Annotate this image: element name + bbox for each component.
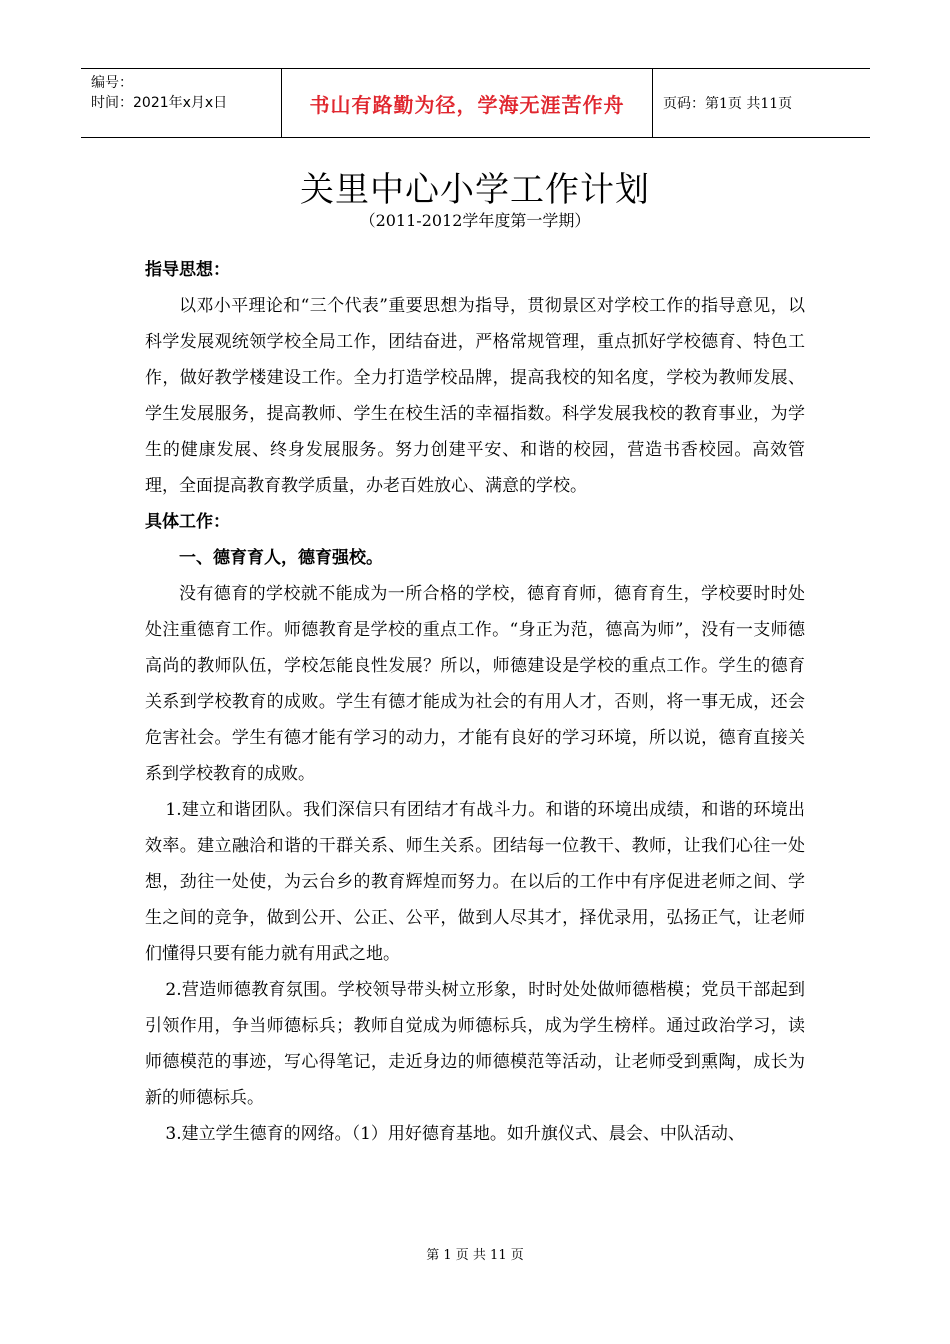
header-meta xyxy=(81,69,281,137)
header-page-cell xyxy=(653,69,870,137)
section1-heading: 一、德育育人，德育强校。 xyxy=(179,548,383,568)
document-body xyxy=(145,252,805,1152)
item-2-paragraph: 2.营造师德教育氛围。学校领导带头树立形象，时时处处做师德楷模；党员干部起到引领作用，争当师德标兵；教师自觉成为师德标兵，成为学生榜样。通过政治学习，读师德模范的事迹，写心得笔记，走近身边的师德模范等活动，让老师受到熏陶，成长为新的师德标兵。 xyxy=(145,980,805,1108)
page-title: 关里中心小学工作计划 xyxy=(300,170,650,210)
number-label: 编号： xyxy=(91,75,133,91)
header-motto-cell xyxy=(281,69,653,137)
document-header xyxy=(81,68,870,138)
time-label: 时间：2021年x月x日 xyxy=(91,95,228,111)
page-info: 页码：第1页 共11页 xyxy=(663,96,793,112)
work-heading: 具体工作： xyxy=(145,512,230,532)
section1-paragraph: 没有德育的学校就不能成为一所合格的学校，德育育师，德育育生，学校要时时处处注重德育工作。师德教育是学校的重点工作。“身正为范，德高为师”，没有一支师德高尚的教师队伍，学校怎能良性发展？所以，师德建设是学校的重点工作。学生的德育关系到学校教育的成败。学生有德才能成为社会的有用人才，否则，将一事无成，还会危害社会。学生有德才能有学习的动力，才能有良好的学习环境，所以说，德育直接关系到学校教育的成败。 xyxy=(145,584,805,784)
page-footer: 第 1 页 共 11 页 xyxy=(426,1248,524,1263)
guiding-paragraph: 以邓小平理论和“三个代表”重要思想为指导，贯彻景区对学校工作的指导意见，以科学发展观统领学校全局工作，团结奋进，严格常规管理，重点抓好学校德育、特色工作，做好教学楼建设工作。全力打造学校品牌，提高我校的知名度，学校为教师发展、学生发展服务，提高教师、学生在校生活的幸福指数。科学发展我校的教育事业，为学生的健康发展、终身发展服务。努力创建平安、和谐的校园，营造书香校园。高效管理，全面提高教育教学质量，办老百姓放心、满意的学校。 xyxy=(145,296,805,496)
guiding-heading: 指导思想： xyxy=(145,260,230,280)
motto: 书山有路勤为径，学海无涯苦作舟 xyxy=(309,92,625,117)
item-1-paragraph: 1.建立和谐团队。我们深信只有团结才有战斗力。和谐的环境出成绩，和谐的环境出效率。建立融洽和谐的干群关系、师生关系。团结每一位教干、教师，让我们心往一处想，劲往一处使，为云台乡的教育辉煌而努力。在以后的工作中有序促进老师之间、学生之间的竞争，做到公开、公正、公平，做到人尽其才，择优录用，弘扬正气，让老师们懂得只要有能力就有用武之地。 xyxy=(145,800,805,964)
item-3-paragraph: 3.建立学生德育的网络。（1）用好德育基地。如升旗仪式、晨会、中队活动、 xyxy=(165,1124,745,1144)
page-subtitle: （2011-2012学年度第一学期） xyxy=(359,211,591,230)
